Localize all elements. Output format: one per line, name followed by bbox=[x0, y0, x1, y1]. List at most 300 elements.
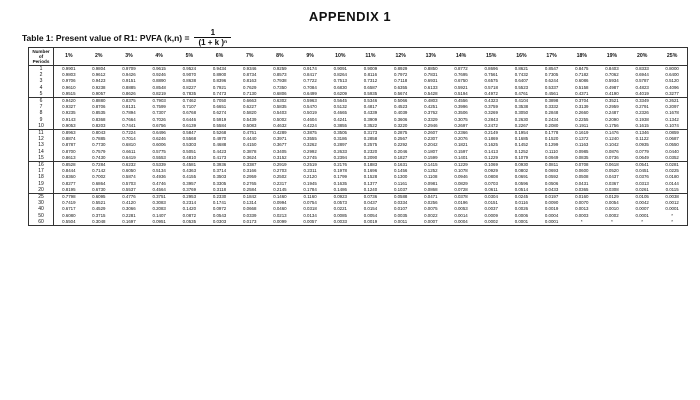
period-cell: 20 bbox=[29, 187, 54, 194]
value-cell: 0.3075 bbox=[454, 116, 468, 122]
value-cell: 0.4632 bbox=[265, 123, 295, 130]
value-cell: 0.6931 bbox=[424, 78, 438, 84]
value-cell: 0.5919 bbox=[212, 116, 227, 122]
value-cell: 0.5921 bbox=[454, 84, 468, 90]
value-cell: 0.2697 bbox=[446, 123, 476, 130]
value-cell: 0.3957 bbox=[182, 180, 197, 186]
value-cell: 0.0006 bbox=[514, 212, 529, 218]
table-row bbox=[29, 98, 688, 105]
value-cell: 0.4665 bbox=[333, 110, 347, 116]
value-cell: 0.9327 bbox=[62, 104, 76, 110]
value-cell: 0.0708 bbox=[575, 162, 589, 168]
value-cell: 0.4440 bbox=[243, 136, 257, 142]
value-cell: 0.2502 bbox=[273, 174, 287, 180]
value-cell: 0.2791 bbox=[635, 104, 649, 110]
value-cell: 0.0012 bbox=[665, 200, 679, 206]
value-cell: * bbox=[657, 219, 687, 226]
rate-header: 2% bbox=[84, 48, 114, 66]
value-cell: 0.0668 bbox=[243, 206, 257, 212]
value-cell: 0.8264 bbox=[333, 72, 347, 78]
value-cell: 0.5820 bbox=[243, 110, 257, 116]
value-cell: 0.5537 bbox=[114, 187, 144, 194]
value-cell: 0.5470 bbox=[303, 104, 317, 110]
value-cell: 0.4936 bbox=[152, 174, 166, 180]
rate-header: 5% bbox=[174, 48, 204, 66]
rate-header: 10% bbox=[325, 48, 355, 66]
value-cell: 0.2434 bbox=[544, 116, 559, 122]
value-cell: 0.2843 bbox=[484, 116, 498, 122]
periods-header-line: Number bbox=[32, 49, 50, 54]
rate-header: 18% bbox=[567, 48, 597, 66]
value-cell: 0.2176 bbox=[333, 162, 347, 168]
value-cell: 0.8375 bbox=[122, 98, 136, 104]
value-cell: 0.9426 bbox=[122, 72, 136, 78]
value-cell: 0.1299 bbox=[544, 142, 559, 148]
value-cell: 0.2584 bbox=[235, 187, 265, 194]
value-cell: 0.2120 bbox=[303, 174, 317, 180]
value-cell: 0.0951 bbox=[144, 219, 174, 226]
value-cell: 0.9143 bbox=[62, 116, 76, 122]
value-cell: 0.0007 bbox=[635, 206, 649, 212]
value-cell: 0.6806 bbox=[265, 91, 295, 98]
value-cell: 0.3759 bbox=[484, 104, 498, 110]
value-cell: 0.1240 bbox=[605, 136, 619, 142]
value-cell: 0.1074 bbox=[657, 123, 687, 130]
value-cell: 0.2090 bbox=[605, 116, 619, 122]
value-cell: 0.1619 bbox=[575, 130, 589, 136]
value-cell: 0.0994 bbox=[273, 200, 287, 206]
value-cell: 0.6407 bbox=[514, 78, 529, 84]
table-body bbox=[29, 66, 688, 226]
value-cell: 0.0115 bbox=[657, 187, 687, 194]
value-cell: 0.7921 bbox=[212, 84, 227, 90]
value-cell: 0.4289 bbox=[273, 130, 287, 136]
value-cell: 0.6086 bbox=[575, 78, 589, 84]
value-cell: 0.0303 bbox=[204, 219, 234, 226]
value-cell: 0.0154 bbox=[363, 206, 378, 212]
value-cell: 0.0736 bbox=[597, 155, 627, 162]
formula-denominator: (1 + k )ⁿ bbox=[194, 37, 231, 47]
value-cell: 0.1420 bbox=[182, 206, 197, 212]
value-cell: 0.8621 bbox=[514, 66, 529, 71]
value-cell: 0.8626 bbox=[114, 91, 144, 98]
value-cell: 0.0367 bbox=[605, 180, 619, 186]
value-cell: 0.0378 bbox=[454, 194, 468, 200]
value-cell: 0.1476 bbox=[605, 130, 619, 136]
value-cell: 0.5403 bbox=[273, 110, 287, 116]
rate-header: 12% bbox=[386, 48, 416, 66]
value-cell: 0.1842 bbox=[243, 194, 257, 200]
value-cell: 0.2076 bbox=[454, 136, 468, 142]
period-cell: 60 bbox=[29, 219, 54, 226]
period-cell: 25 bbox=[29, 194, 54, 201]
value-cell: 0.1314 bbox=[243, 200, 257, 206]
value-cell: 0.0022 bbox=[424, 212, 438, 218]
value-cell: 0.0985 bbox=[575, 148, 589, 154]
value-cell: 0.2745 bbox=[295, 155, 325, 162]
value-cell: 0.1741 bbox=[212, 200, 227, 206]
value-cell: 0.0014 bbox=[454, 212, 468, 218]
value-cell: 0.8885 bbox=[122, 84, 136, 90]
value-cell: 0.0365 bbox=[567, 187, 597, 194]
value-cell: 0.2621 bbox=[665, 98, 679, 104]
period-cell: 17 bbox=[29, 168, 54, 174]
value-cell: 0.7885 bbox=[92, 136, 106, 142]
value-cell: 0.3083 bbox=[152, 200, 166, 206]
value-cell: 0.5051 bbox=[182, 148, 197, 154]
value-cell: 0.2875 bbox=[393, 130, 408, 136]
period-cell: 13 bbox=[29, 142, 54, 148]
value-cell: 0.0003 bbox=[575, 212, 589, 218]
value-cell: 0.3186 bbox=[333, 136, 347, 142]
value-cell: 0.7561 bbox=[484, 72, 498, 78]
period-cell: 9 bbox=[29, 117, 54, 123]
value-cell: 0.0808 bbox=[484, 174, 498, 180]
value-cell: 0.8195 bbox=[54, 187, 84, 194]
value-cell: 0.7441 bbox=[114, 123, 144, 130]
value-cell: 0.6355 bbox=[393, 84, 408, 90]
value-cell: 0.4810 bbox=[174, 155, 204, 162]
value-cell: 0.9238 bbox=[92, 84, 106, 90]
value-cell: 0.0011 bbox=[386, 219, 416, 226]
value-cell: 0.0004 bbox=[446, 219, 476, 226]
period-cell: 6 bbox=[29, 98, 54, 105]
value-cell: 0.3329 bbox=[424, 116, 438, 122]
value-cell: 0.0160 bbox=[575, 194, 589, 200]
value-cell: 0.8613 bbox=[54, 155, 84, 162]
value-cell: 0.0811 bbox=[545, 162, 559, 168]
value-cell: 0.8880 bbox=[92, 98, 106, 104]
rate-header: 4% bbox=[144, 48, 174, 66]
value-cell: * bbox=[671, 212, 673, 218]
value-cell: 0.3909 bbox=[363, 116, 378, 122]
value-cell: 0.2255 bbox=[575, 116, 589, 122]
value-cell: 0.3751 bbox=[152, 194, 166, 200]
value-cell: 0.0728 bbox=[446, 187, 476, 194]
value-cell: 0.0352 bbox=[657, 155, 687, 162]
value-cell: 0.5002 bbox=[273, 116, 287, 122]
value-cell: 0.5934 bbox=[605, 78, 619, 84]
value-cell: 0.7305 bbox=[544, 72, 559, 78]
value-cell: 0.6768 bbox=[182, 110, 197, 116]
value-cell: 0.1945 bbox=[303, 180, 317, 186]
rate-header: 15% bbox=[476, 48, 506, 66]
value-cell: 0.2959 bbox=[243, 174, 257, 180]
value-cell: 0.7130 bbox=[235, 91, 265, 98]
value-cell: 0.7050 bbox=[212, 98, 227, 104]
value-cell: 0.4803 bbox=[424, 98, 438, 104]
value-cell: 0.4604 bbox=[303, 116, 317, 122]
value-cell: 0.7473 bbox=[204, 91, 234, 98]
value-cell: 0.0600 bbox=[575, 168, 589, 174]
value-cell: 0.7664 bbox=[122, 116, 136, 122]
value-cell: 0.1696 bbox=[363, 168, 378, 174]
value-cell: 0.6095 bbox=[92, 194, 106, 200]
value-cell: 0.0592 bbox=[544, 174, 559, 180]
value-cell: 0.0053 bbox=[454, 206, 468, 212]
value-cell: 0.8333 bbox=[635, 66, 649, 71]
value-cell: 0.0929 bbox=[484, 168, 498, 174]
value-cell: 0.8787 bbox=[62, 142, 76, 148]
value-cell: 0.7579 bbox=[92, 148, 106, 154]
value-cell: 0.6499 bbox=[295, 91, 325, 98]
value-cell: 0.7107 bbox=[182, 104, 197, 110]
period-cell: 14 bbox=[29, 149, 54, 155]
value-cell: 0.5346 bbox=[363, 98, 378, 104]
rate-header: 20% bbox=[627, 48, 657, 66]
value-cell: 0.8696 bbox=[484, 66, 498, 71]
value-cell: 0.0001 bbox=[665, 206, 679, 212]
value-cell: 0.4987 bbox=[605, 84, 619, 90]
rate-header: 7% bbox=[235, 48, 265, 66]
table-row bbox=[29, 194, 688, 201]
table-row bbox=[29, 66, 688, 73]
value-cell: 0.5439 bbox=[243, 116, 257, 122]
value-cell: 0.2080 bbox=[537, 123, 567, 130]
value-cell: 0.0649 bbox=[627, 155, 657, 162]
value-cell: 0.7831 bbox=[424, 72, 438, 78]
value-cell: 0.2317 bbox=[273, 180, 287, 186]
value-cell: 0.3971 bbox=[273, 136, 287, 142]
value-cell: 0.0972 bbox=[212, 206, 227, 212]
value-cell: 0.0075 bbox=[424, 206, 438, 212]
value-cell: 0.5874 bbox=[122, 174, 136, 180]
value-cell: 0.6302 bbox=[273, 98, 287, 104]
value-cell: 0.0001 bbox=[506, 219, 536, 226]
value-cell: 0.8706 bbox=[92, 104, 106, 110]
value-cell: 0.2567 bbox=[393, 136, 408, 142]
value-cell: 0.0085 bbox=[333, 212, 347, 218]
value-cell: 0.5268 bbox=[212, 130, 227, 136]
value-cell: 0.0946 bbox=[454, 174, 468, 180]
value-cell: 0.2660 bbox=[575, 110, 589, 116]
value-cell: 0.3505 bbox=[333, 130, 347, 136]
rate-header: 11% bbox=[355, 48, 385, 66]
value-cell: 0.8475 bbox=[575, 66, 589, 71]
table-row bbox=[29, 91, 688, 98]
value-cell: 0.1954 bbox=[514, 130, 529, 136]
value-cell: 0.2307 bbox=[424, 136, 438, 142]
value-cell: 0.7142 bbox=[92, 168, 106, 174]
value-cell: 0.7118 bbox=[394, 78, 408, 84]
periods-header-line: Periods bbox=[32, 59, 50, 64]
value-cell: 0.3996 bbox=[454, 104, 468, 110]
value-cell: 0.2366 bbox=[454, 130, 468, 136]
value-cell: 0.5523 bbox=[514, 84, 529, 90]
value-cell: 0.1799 bbox=[333, 174, 347, 180]
value-cell: 0.3066 bbox=[122, 206, 136, 212]
value-cell: 0.4323 bbox=[484, 98, 498, 104]
value-cell: 0.9610 bbox=[62, 84, 76, 90]
period-cell: 18 bbox=[29, 174, 54, 180]
value-cell: 0.0107 bbox=[393, 206, 408, 212]
value-cell: 0.1229 bbox=[454, 162, 468, 168]
value-cell: 0.3269 bbox=[484, 110, 498, 116]
value-cell: 0.3555 bbox=[303, 136, 317, 142]
value-cell: 0.7894 bbox=[122, 110, 136, 116]
value-cell: 0.0876 bbox=[605, 148, 619, 154]
value-cell: 0.0144 bbox=[665, 180, 679, 186]
value-cell: 0.3606 bbox=[393, 116, 408, 122]
period-cell: 1 bbox=[29, 66, 54, 73]
formula-numerator: 1 bbox=[210, 28, 216, 37]
value-cell: 0.0281 bbox=[665, 162, 679, 168]
value-cell: 0.1069 bbox=[484, 162, 498, 168]
value-cell: 0.6419 bbox=[114, 155, 144, 162]
value-cell: 0.1163 bbox=[575, 142, 589, 148]
value-cell: 0.0923 bbox=[333, 194, 347, 200]
value-cell: 0.7513 bbox=[333, 78, 347, 84]
value-cell: 0.3262 bbox=[303, 142, 317, 148]
value-cell: 0.0703 bbox=[484, 180, 498, 186]
value-cell: 0.3521 bbox=[605, 98, 619, 104]
value-cell: 0.4688 bbox=[212, 142, 227, 148]
value-cell: 0.9151 bbox=[122, 78, 136, 84]
value-cell: 0.1372 bbox=[575, 136, 589, 142]
value-cell: 0.4970 bbox=[212, 136, 227, 142]
value-cell: 0.3506 bbox=[454, 110, 468, 116]
table-row bbox=[29, 162, 688, 169]
value-cell: 0.8444 bbox=[62, 168, 76, 174]
value-cell: 0.0134 bbox=[303, 212, 317, 218]
value-cell: 0.2848 bbox=[544, 110, 559, 116]
value-cell: 0.8277 bbox=[62, 180, 76, 186]
value-cell: 0.4746 bbox=[152, 180, 166, 186]
period-cell: 16 bbox=[29, 162, 54, 169]
value-cell: 0.7062 bbox=[605, 72, 619, 78]
value-cell: 0.8548 bbox=[152, 84, 166, 90]
value-cell: 0.0054 bbox=[605, 200, 619, 206]
value-cell: 0.7419 bbox=[62, 200, 76, 206]
value-cell: 0.7798 bbox=[62, 194, 76, 200]
value-cell: 0.9804 bbox=[92, 66, 106, 71]
value-cell: 0.7307 bbox=[152, 110, 166, 116]
value-cell: 0.7432 bbox=[514, 72, 529, 78]
value-cell: 0.4761 bbox=[506, 91, 536, 98]
table-row bbox=[29, 123, 688, 130]
value-cell: 0.8929 bbox=[393, 66, 408, 71]
value-cell: 0.3305 bbox=[212, 180, 227, 186]
value-cell: 0.0037 bbox=[484, 206, 498, 212]
value-cell: 0.0010 bbox=[605, 206, 619, 212]
value-cell: 0.8360 bbox=[62, 174, 76, 180]
value-cell: 0.3277 bbox=[657, 91, 687, 98]
value-cell: 0.0802 bbox=[514, 168, 529, 174]
value-cell: 0.6209 bbox=[325, 91, 355, 98]
value-cell: 0.4150 bbox=[243, 142, 257, 148]
value-cell: 0.2090 bbox=[355, 155, 385, 162]
value-cell: 0.3405 bbox=[273, 148, 287, 154]
value-cell: 0.9057 bbox=[84, 91, 114, 98]
period-cell: 12 bbox=[29, 136, 54, 142]
value-cell: 0.3677 bbox=[273, 142, 287, 148]
value-cell: 0.2959 bbox=[605, 104, 619, 110]
value-cell: 0.1342 bbox=[665, 116, 679, 122]
value-cell: 0.5083 bbox=[235, 123, 265, 130]
value-cell: 0.1456 bbox=[393, 168, 408, 174]
value-cell: 0.0981 bbox=[424, 180, 438, 186]
value-cell: 0.9803 bbox=[62, 72, 76, 78]
value-cell: 0.0588 bbox=[393, 194, 408, 200]
value-cell: 0.1625 bbox=[484, 142, 498, 148]
value-cell: 0.8116 bbox=[363, 72, 378, 78]
value-cell: 0.1778 bbox=[544, 130, 559, 136]
value-cell: 0.6496 bbox=[152, 130, 166, 136]
value-cell: 0.6274 bbox=[212, 110, 227, 116]
value-cell: 0.8043 bbox=[92, 130, 106, 136]
value-cell: 0.4241 bbox=[333, 116, 347, 122]
value-cell: 0.6575 bbox=[484, 78, 498, 84]
value-cell: 0.0221 bbox=[333, 206, 347, 212]
value-cell: 0.6864 bbox=[92, 180, 106, 186]
period-cell: 7 bbox=[29, 104, 54, 110]
value-cell: 0.7903 bbox=[152, 98, 166, 104]
value-cell: 0.0033 bbox=[325, 219, 355, 226]
value-cell: 0.1678 bbox=[665, 110, 679, 116]
value-cell: 0.8638 bbox=[182, 78, 197, 84]
value-cell: 0.4823 bbox=[635, 84, 649, 90]
value-cell: 0.3624 bbox=[235, 155, 265, 162]
value-cell: 0.4224 bbox=[295, 123, 325, 130]
value-cell: 0.1599 bbox=[416, 155, 446, 162]
value-cell: 0.0440 bbox=[665, 148, 679, 154]
value-cell: 0.5134 bbox=[152, 168, 166, 174]
value-cell: 0.7312 bbox=[363, 78, 378, 84]
value-cell: 0.6651 bbox=[212, 104, 227, 110]
value-cell: 0.4190 bbox=[597, 91, 627, 98]
value-cell: 0.9259 bbox=[273, 66, 287, 71]
value-cell: 0.8417 bbox=[303, 72, 317, 78]
rate-header: 3% bbox=[114, 48, 144, 66]
rate-header: 19% bbox=[597, 48, 627, 66]
value-cell: 0.1631 bbox=[393, 162, 408, 168]
value-cell: 0.1037 bbox=[386, 187, 416, 194]
value-cell: 0.2097 bbox=[665, 104, 679, 110]
value-cell: 0.5787 bbox=[635, 78, 649, 84]
value-cell: 0.1110 bbox=[545, 148, 558, 154]
value-cell: 0.1869 bbox=[484, 136, 498, 142]
value-cell: 0.2630 bbox=[514, 116, 529, 122]
value-cell: 0.2765 bbox=[243, 180, 257, 186]
value-cell: 0.0829 bbox=[454, 180, 468, 186]
value-cell: 0.4120 bbox=[122, 200, 136, 206]
value-cell: 0.7695 bbox=[454, 72, 468, 78]
value-cell: 0.4529 bbox=[92, 206, 106, 212]
value-cell: 0.1938 bbox=[635, 116, 649, 122]
value-cell: 0.7182 bbox=[575, 72, 589, 78]
value-cell: 0.1528 bbox=[363, 174, 378, 180]
value-cell: 0.6133 bbox=[424, 84, 438, 90]
value-cell: 0.7629 bbox=[243, 84, 257, 90]
value-cell: 0.0506 bbox=[544, 180, 559, 186]
value-cell: 0.1407 bbox=[152, 212, 166, 218]
value-cell: 0.6756 bbox=[144, 123, 174, 130]
value-cell: 0.1229 bbox=[476, 155, 506, 162]
value-cell: 0.0197 bbox=[544, 194, 559, 200]
value-cell: 0.9612 bbox=[92, 72, 106, 78]
period-cell: 40 bbox=[29, 206, 54, 212]
value-cell: 0.5019 bbox=[303, 110, 317, 116]
value-cell: 0.3118 bbox=[204, 187, 234, 194]
value-cell: 0.6006 bbox=[152, 142, 166, 148]
value-cell: 0.4019 bbox=[627, 91, 657, 98]
value-cell: 0.9346 bbox=[243, 66, 257, 71]
value-cell: 0.2314 bbox=[182, 200, 197, 206]
value-cell: 0.0090 bbox=[544, 200, 559, 206]
value-cell: 0.4776 bbox=[122, 194, 136, 200]
value-cell: 0.9901 bbox=[62, 66, 76, 71]
value-cell: 0.5337 bbox=[544, 84, 559, 90]
